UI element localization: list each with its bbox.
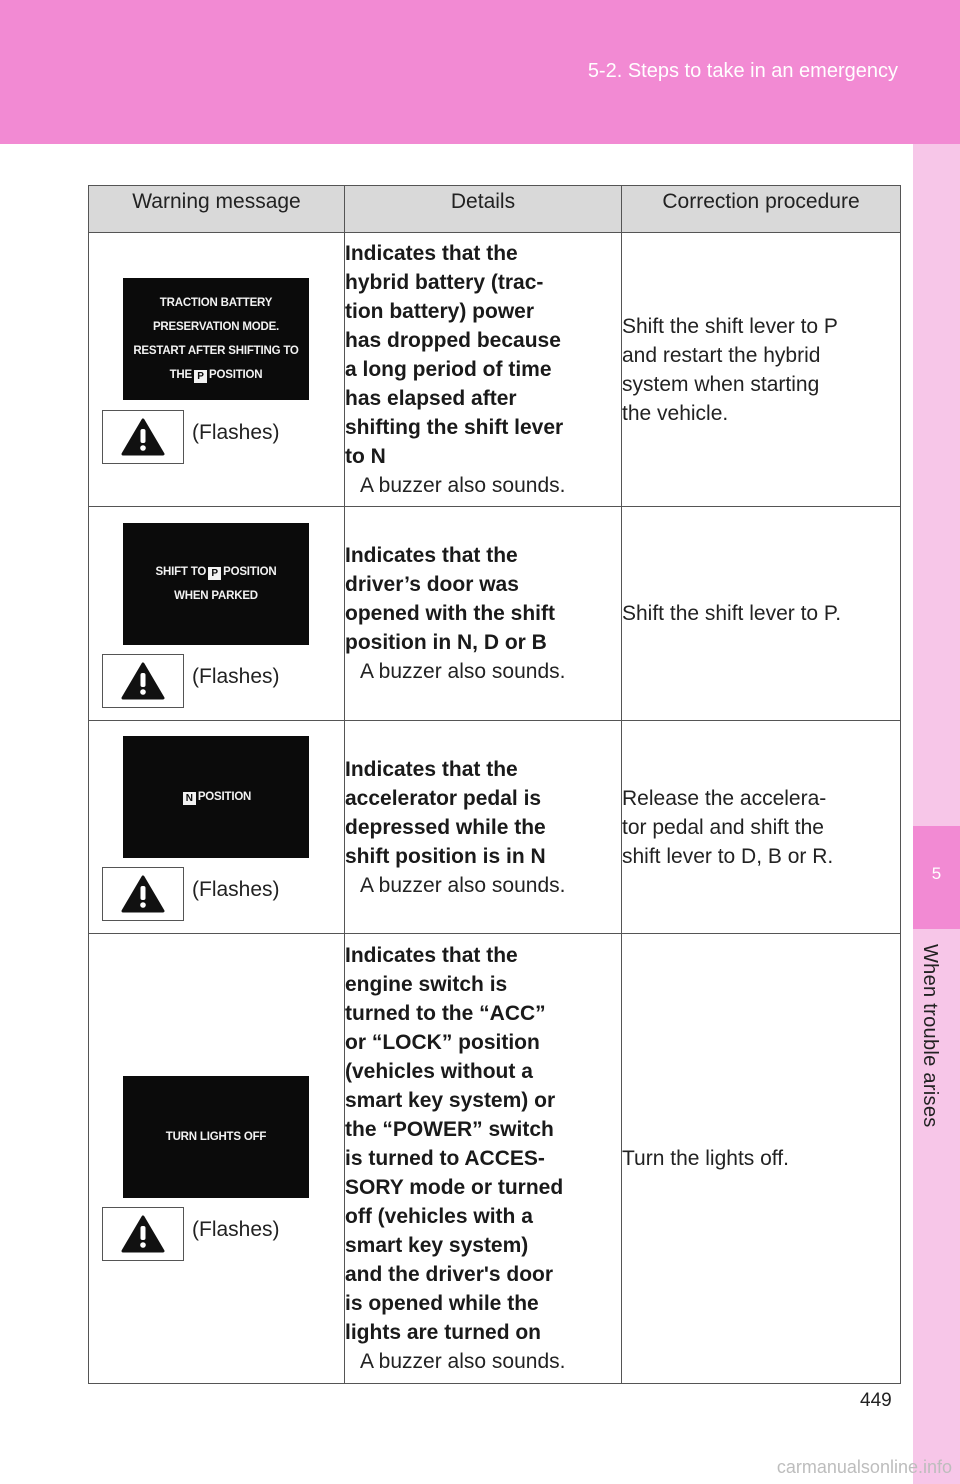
col-header-warning: Warning message xyxy=(89,186,345,233)
warning-triangle-icon xyxy=(121,875,165,913)
details-cell xyxy=(345,934,622,1384)
side-tab-upper xyxy=(913,144,960,826)
buzzer-note: A buzzer also sounds. xyxy=(360,873,566,897)
warning-indicator xyxy=(102,654,184,708)
display-screen xyxy=(123,523,309,645)
col-header-details: Details xyxy=(345,186,622,233)
correction-text: tor pedal and shift the xyxy=(622,815,824,839)
table-row xyxy=(89,507,901,721)
warning-cell xyxy=(89,507,345,721)
flashes-label: (Flashes) xyxy=(192,421,280,444)
correction-cell xyxy=(622,233,901,507)
screen-text: N POSITION xyxy=(181,785,251,809)
buzzer-note: A buzzer also sounds. xyxy=(360,474,566,497)
gear-p-box: P xyxy=(194,370,207,383)
warning-cell xyxy=(89,934,345,1384)
correction-text: Release the accelera- xyxy=(622,786,827,810)
details-text: Indicates that the hybrid battery (trac- tion battery) power has dropped because a long period of time has elapsed after shifting the shift lever to N xyxy=(345,242,564,468)
flashes-label: (Flashes) xyxy=(192,878,280,901)
buzzer-note: A buzzer also sounds. xyxy=(360,1350,566,1373)
table-row xyxy=(89,934,901,1384)
screen-text: TURN LIGHTS OFF xyxy=(165,1131,267,1143)
warning-cell xyxy=(89,721,345,934)
details-text: Indicates that the driver’s door was opened with the shift position in N, D or B xyxy=(345,544,555,654)
correction-text: and restart the hybrid xyxy=(622,343,821,367)
details-cell xyxy=(345,721,622,934)
correction-text: the vehicle. xyxy=(622,401,729,425)
display-screen xyxy=(123,278,309,400)
flashes-label: (Flashes) xyxy=(192,665,280,688)
screen-text: WHEN PARKED xyxy=(174,590,258,602)
warning-triangle-icon xyxy=(121,1215,165,1253)
details-text: Indicates that the accelerator pedal is depressed while the shift position is in N xyxy=(345,757,546,868)
correction-text: Shift the shift lever to P. xyxy=(622,602,842,625)
warning-indicator xyxy=(102,1207,184,1261)
warning-triangle-icon xyxy=(121,662,165,700)
page-number: 449 xyxy=(860,1390,892,1411)
warning-triangle-icon xyxy=(121,418,165,456)
display-screen xyxy=(123,736,309,858)
correction-text: Turn the lights off. xyxy=(622,1147,789,1170)
col-header-correction: Correction procedure xyxy=(622,186,901,233)
details-cell xyxy=(345,233,622,507)
warning-table xyxy=(88,185,901,1384)
details-text: Indicates that the engine switch is turned to the “ACC” or “LOCK” position (vehicles without a smart key system) or the “POWER” switch is turned to ACCES- SORY mode or turned off (vehicles with a smart key system) and the driver's door is opened while the lights are turned on xyxy=(345,944,564,1344)
section-title: 5-2. Steps to take in an emergency xyxy=(587,60,898,82)
correction-cell xyxy=(622,934,901,1384)
display-screen xyxy=(123,1076,309,1198)
correction-text: system when starting xyxy=(622,372,820,396)
table-row xyxy=(89,233,901,507)
screen-text: SHIFT TO P POSITION xyxy=(155,566,277,579)
chapter-number: 5 xyxy=(931,864,942,883)
correction-cell xyxy=(622,721,901,934)
chapter-label: When trouble arises xyxy=(919,944,941,1128)
buzzer-note: A buzzer also sounds. xyxy=(360,660,566,683)
watermark: carmanualsonline.info xyxy=(776,1457,952,1477)
warning-indicator xyxy=(102,867,184,921)
warning-indicator xyxy=(102,410,184,464)
warning-cell xyxy=(89,233,345,507)
gear-p-box: P xyxy=(208,567,221,580)
correction-text: shift lever to D, B or R. xyxy=(622,844,834,868)
flashes-label: (Flashes) xyxy=(192,1218,280,1241)
screen-text: PRESERVATION MODE. xyxy=(152,321,280,333)
details-cell xyxy=(345,507,622,721)
table-row xyxy=(89,721,901,934)
table-header-row xyxy=(89,186,901,233)
page-header xyxy=(0,0,960,144)
screen-text: RESTART AFTER SHIFTING TO xyxy=(133,345,299,357)
correction-text: Shift the shift lever to P xyxy=(622,314,838,338)
screen-text: TRACTION BATTERY xyxy=(159,297,273,309)
correction-cell xyxy=(622,507,901,721)
gear-n-box: N xyxy=(183,792,196,805)
screen-text: THE P POSITION xyxy=(169,369,263,382)
